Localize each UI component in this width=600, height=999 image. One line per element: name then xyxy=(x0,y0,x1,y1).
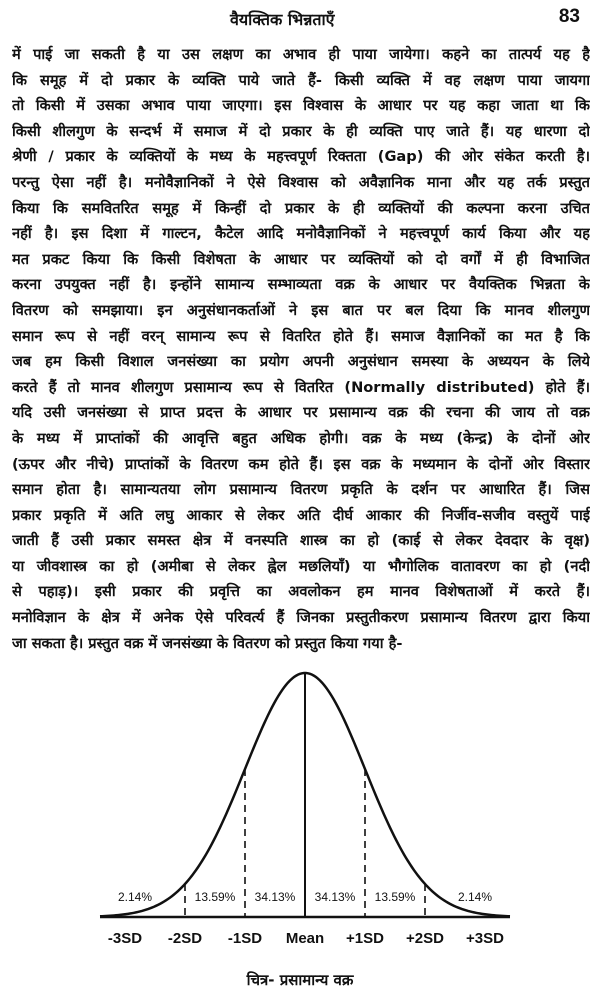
text-line: करते हैं तो मानव शीलगुण प्रसामान्य रूप से वितरित (Normally distributed) होते हैं। xyxy=(12,378,590,396)
area-label: 2.14% xyxy=(457,890,493,904)
area-label: 2.14% xyxy=(117,890,153,904)
text-line: (ऊपर और नीचे) प्राप्तांकों के वितरण कम होते हैं। इस वक्र के मध्यमान के दोनों ओर विस्तार xyxy=(12,455,590,473)
text-line: किसी शीलगुण के सन्दर्भ में समाज में दो प्रकार के ही व्यक्ति पाए जाते हैं। यह धारणा दो xyxy=(12,122,590,140)
text-line: किया कि समवितरित समूह में किन्हीं दो प्रकार के ही व्यक्तियों की कल्पना करना उचित xyxy=(12,199,590,217)
text-line: के मध्य में प्राप्तांकों की आवृत्ति बहुत अधिक होगी। वक्र के मध्य (केन्द्र) के दोनों ओर xyxy=(12,429,590,447)
text-line: कि समूह में दो प्रकार के व्यक्ति पाये जाते हैं- किसी व्यक्ति में वह लक्षण पाया जायगा xyxy=(12,71,590,89)
area-label: 13.59% xyxy=(374,890,416,904)
text-line: समान रूप से नहीं वरन् सामान्य रूप से वितरित होते हैं। समाज वैज्ञानिकों का मत है कि xyxy=(12,327,590,345)
text-line: मनोविज्ञान के क्षेत्र में अनेक ऐसे परिवर्त्य हैं जिनका प्रस्तुतीकरण प्रसामान्य वितरण द्वारा किया xyxy=(12,609,590,627)
text-line: नहीं है। इस दिशा में गाल्टन, कैटेल आदि मनोवैज्ञानिकों ने महत्त्वपूर्ण कार्य किया और यह xyxy=(12,225,590,243)
text-line: तो किसी में उसका अभाव पाया जाएगा। इस विश्वास के आधार पर यह कहा जाता था कि xyxy=(12,97,590,115)
normal-curve-diagram xyxy=(80,655,540,965)
normal-curve-figure xyxy=(80,655,540,965)
figure-caption: चित्र- प्रसामान्य वक्र xyxy=(246,971,354,989)
area-label: 34.13% xyxy=(314,890,356,904)
text-line: जा सकता है। प्रस्तुत वक्र में जनसंख्या के वितरण को प्रस्तुत किया गया है- xyxy=(12,634,403,652)
text-line: श्रेणी / प्रकार के व्यक्तियों के मध्य के महत्त्वपूर्ण रिक्तता (Gap) की ओर संकेत करती है। xyxy=(12,148,590,166)
text-line: जब हम किसी विशाल जनसंख्या का प्रयोग अपनी अनुसंधान समस्या के अध्ययन के लिये xyxy=(12,353,590,371)
text-line: प्रकार प्रकृति में अति लघु आकार से लेकर अति दीर्घ आकार की निर्जीव-सजीव वस्तुयें पाई xyxy=(12,506,590,524)
text-line: में पाई जा सकती है या उस लक्षण का अभाव ही पाया जायेगा। कहने का तात्पर्य यह है xyxy=(12,46,590,63)
text-line: करना उपयुक्त नहीं है। इन्होंने सामान्य सम्भाव्यता वक्र के आधार पर वैयक्तिक भिन्नता के xyxy=(12,276,590,294)
page-number: 83 xyxy=(558,6,580,27)
text-line: परन्तु ऐसा नहीं है। मनोवैज्ञानिकों ने ऐसे विश्वास को अवैज्ञानिक माना और यह तर्क प्रस्तुत xyxy=(12,173,590,191)
text-line: मत प्रकट किया कि किसी विशेषता के आधार पर व्यक्तियों को दो वर्गों में ही विभाजित xyxy=(12,250,590,268)
text-line: यदि उसी जनसंख्या से प्राप्त प्रदत्त के आधार पर प्रसामान्य वक्र की रचना की जाय तो वक्र xyxy=(12,404,590,422)
page-header xyxy=(0,4,600,36)
text-line: समान होता है। सामान्यतया लोग प्रसामान्य वितरण प्रकृति के दर्शन पर आधारित हैं। जिस xyxy=(12,481,590,499)
text-line: या जीवशास्त्र का हो (अमीबा से लेकर ह्वेल मछलियाँ) या भौगोलिक वातावरण का हो (नदी xyxy=(12,557,590,575)
axis-label: -1SD xyxy=(227,930,263,947)
axis-label: -3SD xyxy=(107,930,143,947)
axis-label: -2SD xyxy=(167,930,203,947)
axis-label: +3SD xyxy=(466,930,504,947)
area-label: 13.59% xyxy=(194,890,236,904)
area-label: 34.13% xyxy=(254,890,296,904)
running-title: वैयक्तिक भिन्नताएँ xyxy=(230,10,335,29)
axis-label: +2SD xyxy=(406,930,444,947)
text-line: वितरण को समझाया। इन अनुसंधानकर्ताओं ने इस बात पर बल दिया कि मानव शीलगुण xyxy=(12,301,590,319)
axis-label: Mean xyxy=(285,930,325,947)
text-line: से पहाड़)। इसी प्रकार की प्रवृत्ति का अवलोकन हम मानव विशेषताओं में करते हैं। xyxy=(12,583,590,601)
text-line: जाती हैं उसी प्रकार समस्त क्षेत्र में वनस्पति शास्त्र का हो (काई से लेकर देवदार के वृक्ष) xyxy=(12,532,590,550)
body-paragraph xyxy=(12,42,590,656)
axis-label: +1SD xyxy=(346,930,384,947)
